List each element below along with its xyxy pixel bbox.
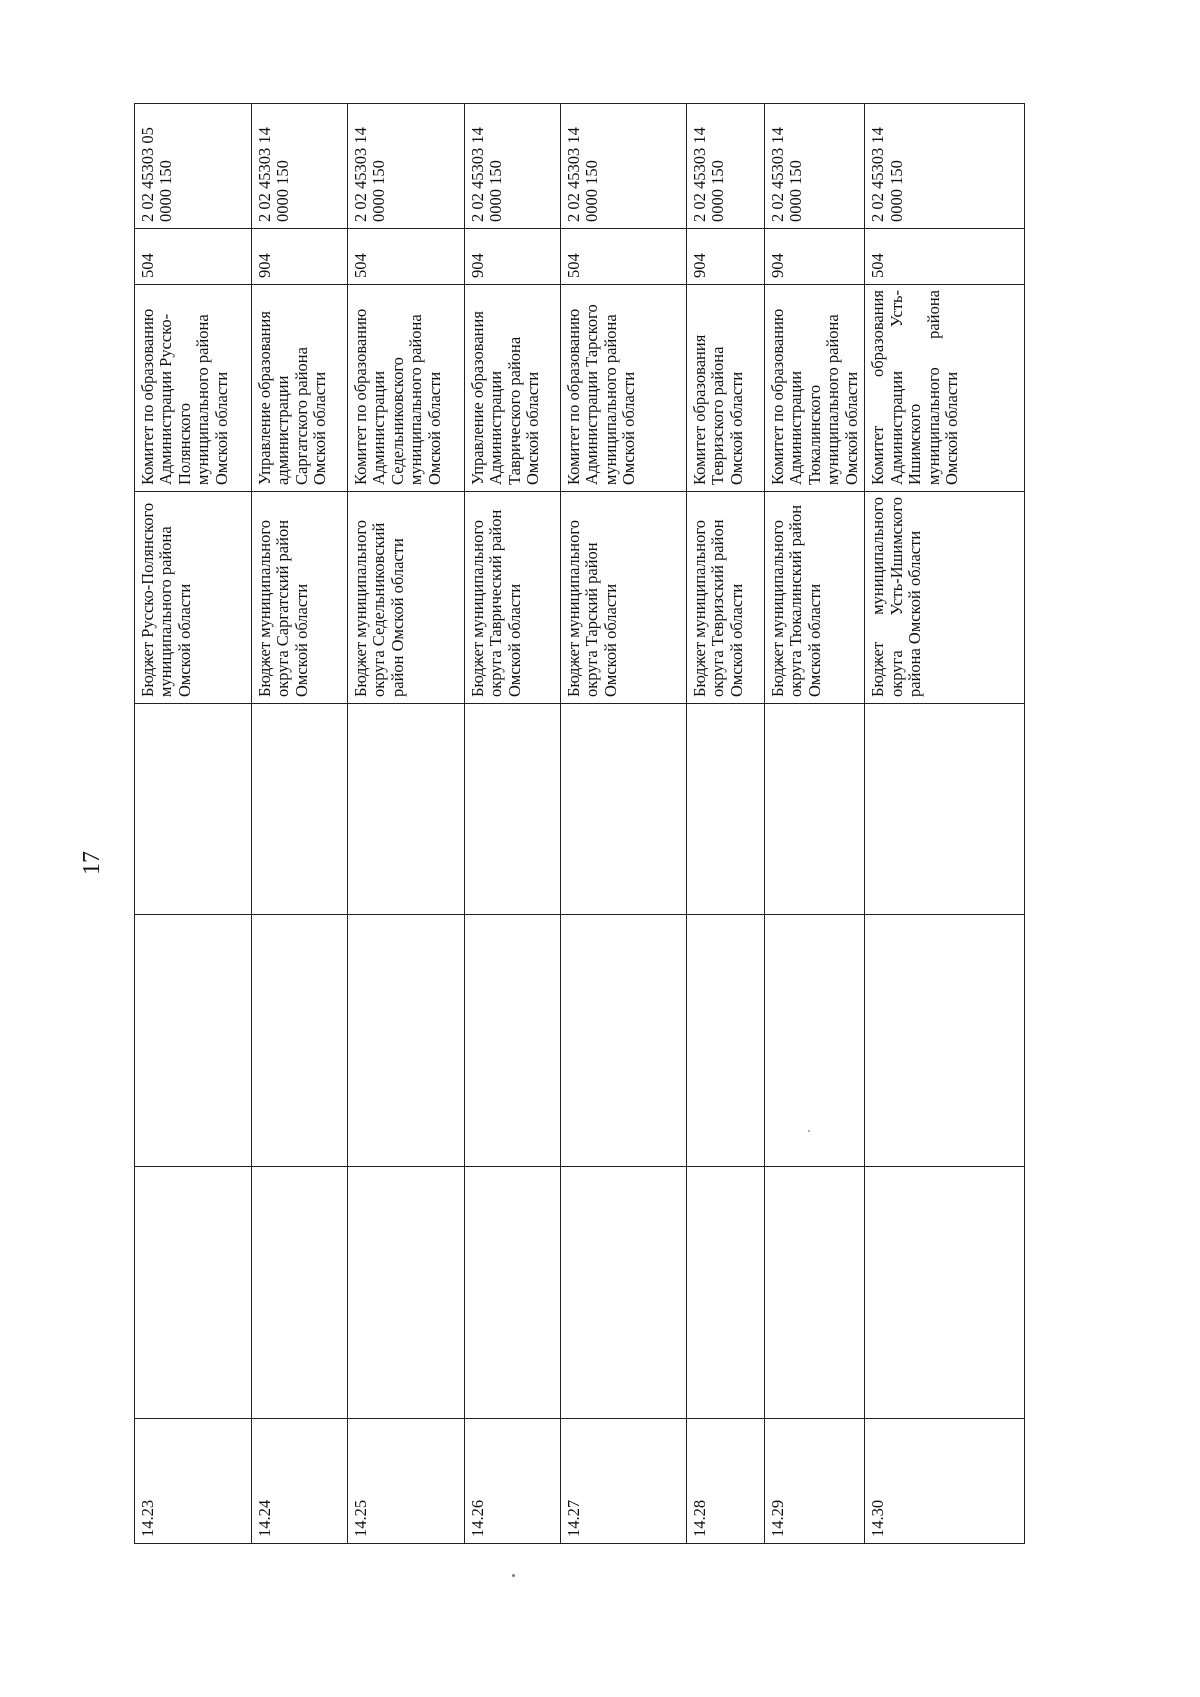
kbk-cell: 2 02 45303 14 0000 150 [348,104,465,229]
budget-cell: Бюджет муниципального округа Тевризский район Омской области [687,492,765,704]
row-number: 14.30 [865,1419,1025,1544]
budget-cell: Бюджет муниципального округа Таврический район Омской области [465,492,561,704]
table-cell [865,1167,1025,1419]
kbk-cell: 2 02 45303 05 0000 150 [135,104,252,229]
administrator-cell: Управление образования администрации Саргатского района Омской области [252,285,348,492]
code-cell: 504 [348,229,465,285]
table-cell [765,915,865,1167]
table-row [252,104,348,1544]
row-number: 14.23 [135,1419,252,1544]
scan-speck [512,1574,515,1577]
row-number: 14.24 [252,1419,348,1544]
rotated-table-container [134,104,1022,1544]
table-cell [561,915,687,1167]
code-cell: 504 [561,229,687,285]
table-cell [465,1167,561,1419]
code-cell: 904 [252,229,348,285]
kbk-cell: 2 02 45303 14 0000 150 [252,104,348,229]
table-row [135,104,252,1544]
kbk-cell: 2 02 45303 14 0000 150 [865,104,1025,229]
administrator-cell: Комитет по образованию Администрации Русско-Полянского муниципального района Омской области [135,285,252,492]
table-row [465,104,561,1544]
table-cell [252,1167,348,1419]
row-number: 14.27 [561,1419,687,1544]
table-cell [252,915,348,1167]
budget-cell: Бюджет муниципального округа Саргатский район Омской области [252,492,348,704]
code-cell: 904 [465,229,561,285]
table-cell [561,704,687,915]
table-cell [135,1167,252,1419]
administrator-cell: Комитет по образованию Администрации Тарского муниципального района Омской области [561,285,687,492]
kbk-cell: 2 02 45303 14 0000 150 [465,104,561,229]
table-cell [348,704,465,915]
row-number: 14.25 [348,1419,465,1544]
table-cell [687,704,765,915]
table-row [348,104,465,1544]
administrator-cell: Управление образования Администрации Таврического района Омской области [465,285,561,492]
table-row [765,104,865,1544]
row-number: 14.26 [465,1419,561,1544]
table-cell [865,915,1025,1167]
table-cell [765,1167,865,1419]
kbk-cell: 2 02 45303 14 0000 150 [687,104,765,229]
administrator-cell: Комитет образования Тевризского района Омской области [687,285,765,492]
table-row [865,104,1025,1544]
code-cell: 904 [765,229,865,285]
budget-cell: Бюджет муниципального округа Тарский район Омской области [561,492,687,704]
table-row [561,104,687,1544]
code-cell: 904 [687,229,765,285]
table-cell [687,1167,765,1419]
budget-cell: Бюджет муниципального округа Усть-Ишимского района Омской области [865,492,1025,704]
budget-cell: Бюджет Русско-Полянского муниципального района Омской области [135,492,252,704]
kbk-cell: 2 02 45303 14 0000 150 [765,104,865,229]
administrator-cell: Комитет по образованию Администрации Седельниковского муниципального района Омской области [348,285,465,492]
table-cell [465,915,561,1167]
table-cell [135,915,252,1167]
code-cell: 504 [135,229,252,285]
scan-speck [808,1130,810,1132]
table-cell [765,704,865,915]
kbk-cell: 2 02 45303 14 0000 150 [561,104,687,229]
table-cell [865,704,1025,915]
budget-table [134,103,1025,1544]
table-cell [465,704,561,915]
page-number: 17 [79,851,105,875]
table-cell [348,915,465,1167]
table-cell [348,1167,465,1419]
administrator-cell: Комитет образования Администрации Усть-Ишимского муниципального района Омской области [865,285,1025,492]
table-cell [252,704,348,915]
administrator-cell: Комитет по образованию Администрации Тюкалинского муниципального района Омской области [765,285,865,492]
table-cell [135,704,252,915]
budget-cell: Бюджет муниципального округа Седельниковский район Омской области [348,492,465,704]
budget-cell: Бюджет муниципального округа Тюкалинский район Омской области [765,492,865,704]
code-cell: 504 [865,229,1025,285]
row-number: 14.29 [765,1419,865,1544]
table-row [687,104,765,1544]
table-cell [561,1167,687,1419]
table-cell [687,915,765,1167]
row-number: 14.28 [687,1419,765,1544]
